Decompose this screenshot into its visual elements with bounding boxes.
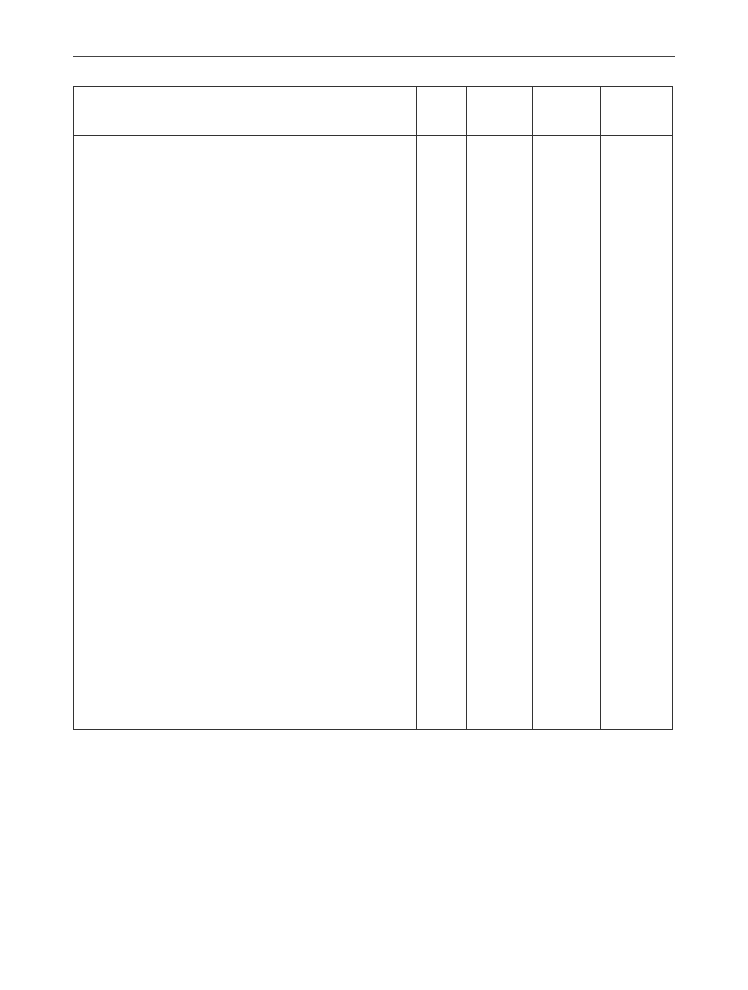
col-divider	[466, 87, 467, 729]
header-divider	[74, 135, 672, 136]
column-header-services	[74, 87, 416, 135]
column-header-date	[466, 87, 532, 135]
column-header-autorisation	[532, 87, 600, 135]
col-divider	[416, 87, 417, 729]
col-divider	[600, 87, 601, 729]
credits-table	[73, 86, 673, 730]
col-divider	[532, 87, 533, 729]
column-header-chapitres	[416, 87, 466, 135]
header-rule	[73, 56, 675, 57]
column-header-credit	[600, 87, 666, 135]
